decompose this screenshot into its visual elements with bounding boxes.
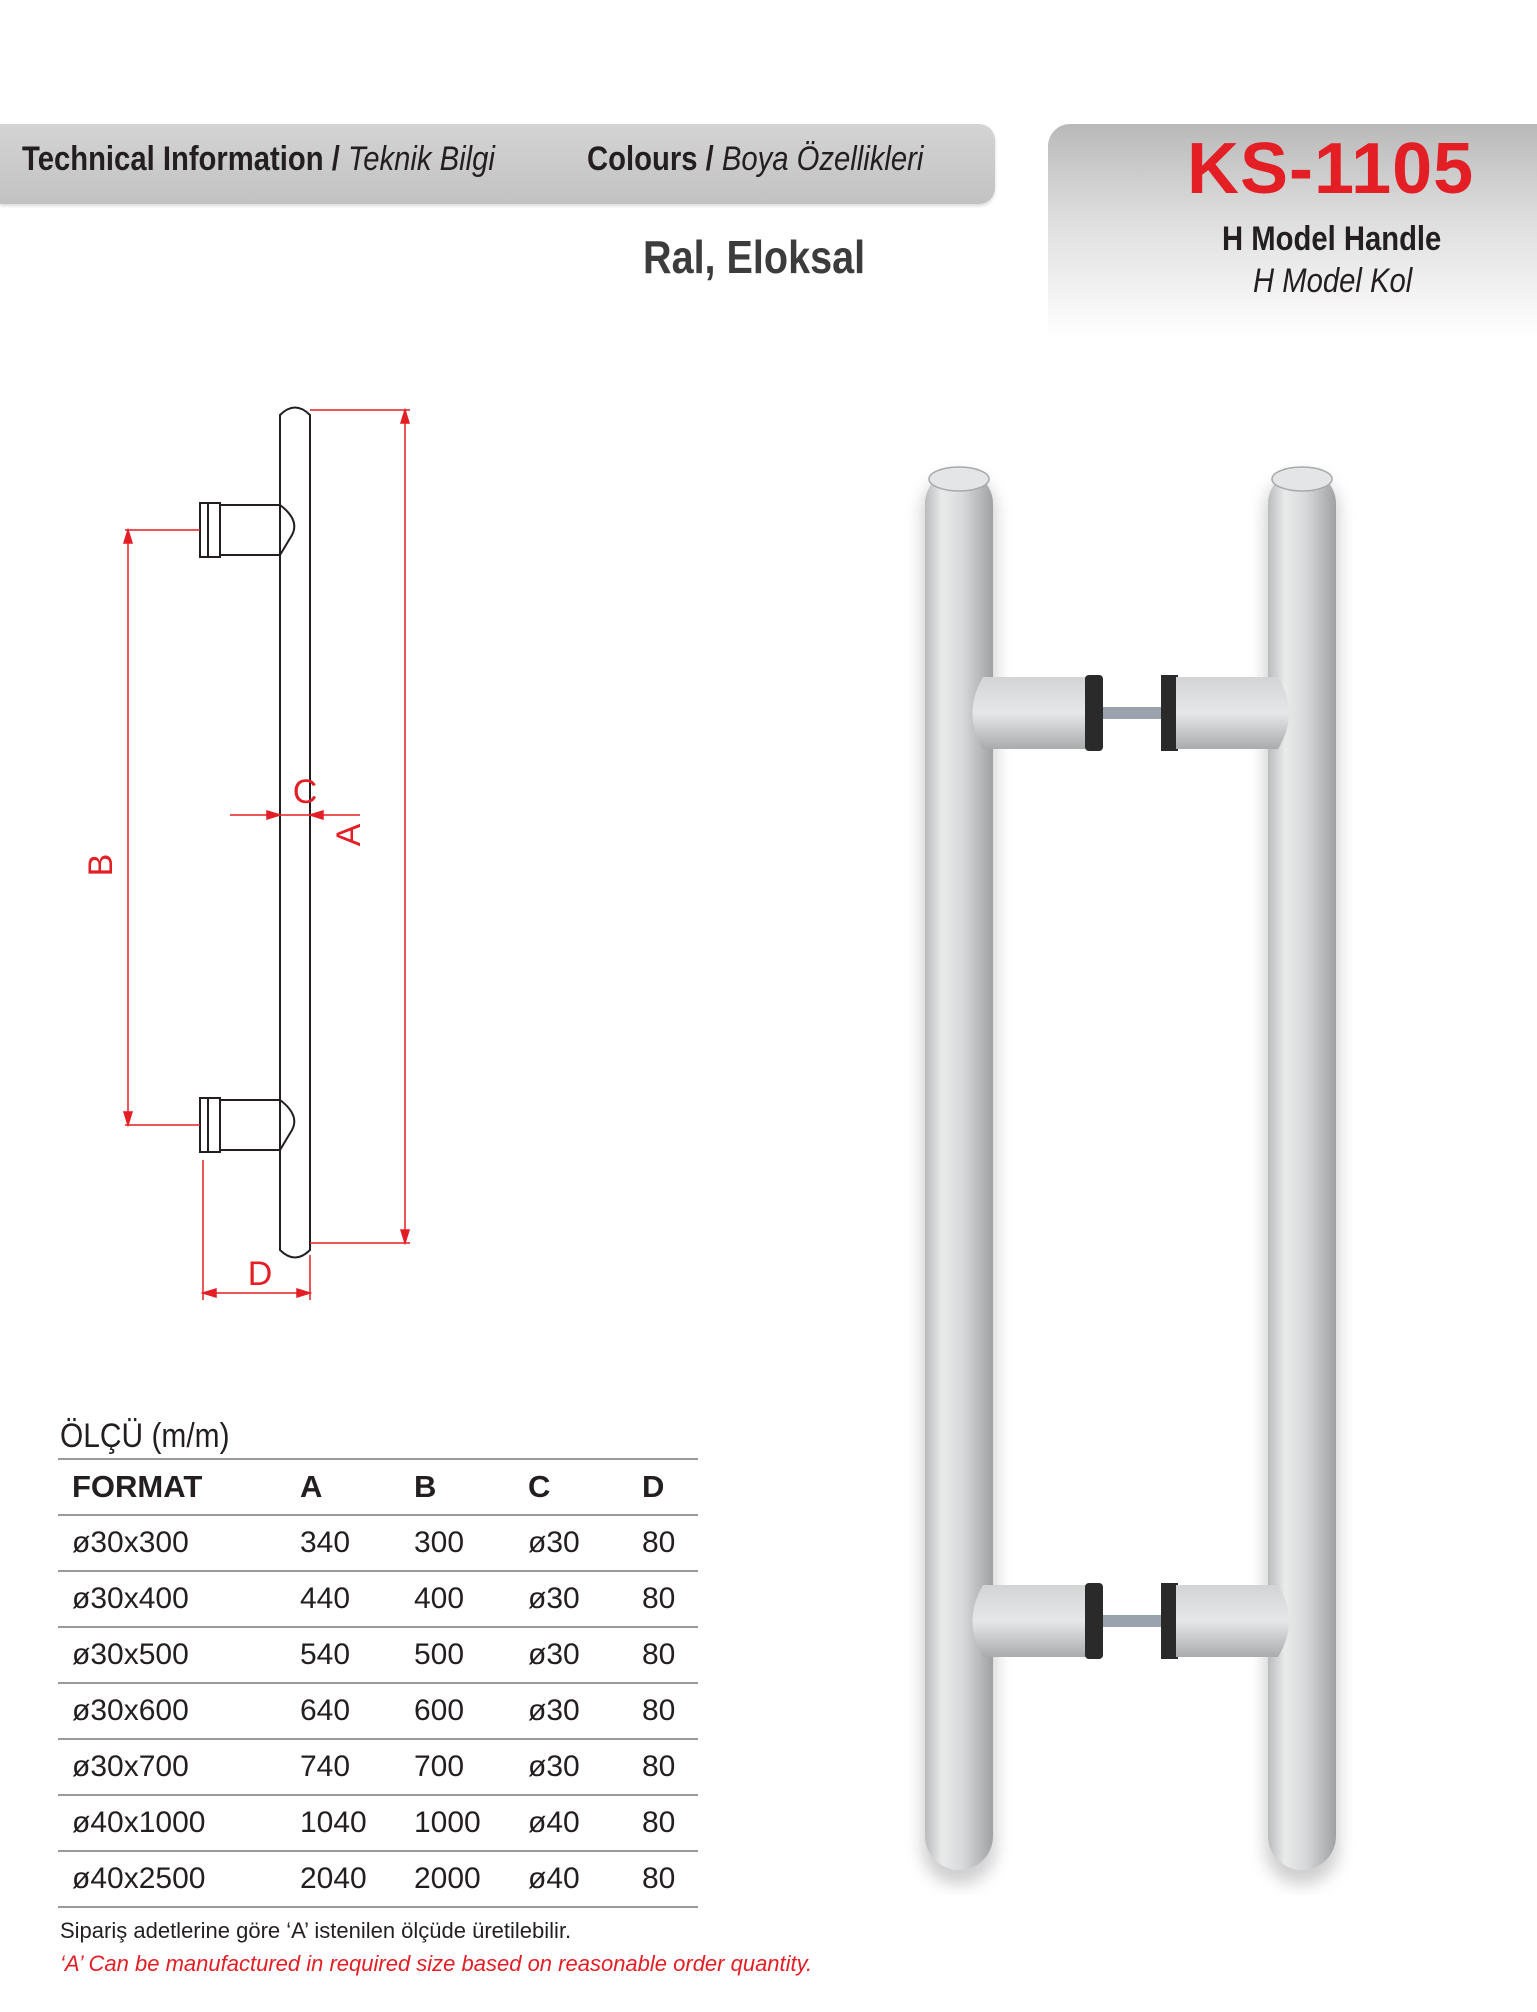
table-cell: 500 (400, 1627, 514, 1683)
table-cell: ø30x400 (58, 1571, 286, 1627)
table-cell: ø30x600 (58, 1683, 286, 1739)
table-cell: 600 (400, 1683, 514, 1739)
drawing-standoff-top (220, 505, 294, 555)
top-connector (973, 675, 1290, 751)
table-cell: 80 (628, 1739, 698, 1795)
table-header-row (58, 1459, 698, 1515)
table-cell: ø30x700 (58, 1739, 286, 1795)
table-cell: 2040 (286, 1851, 400, 1907)
table-cell: 1040 (286, 1795, 400, 1851)
table-cell: 700 (400, 1739, 514, 1795)
dimensions-table (58, 1458, 698, 1908)
table-cell: ø30x300 (58, 1515, 286, 1571)
column-header: FORMAT (58, 1459, 286, 1515)
product-name-tr: H Model Kol (1253, 262, 1413, 300)
table-cell: 80 (628, 1795, 698, 1851)
dimension-a-label: A (330, 823, 368, 847)
table-cell: 440 (286, 1571, 400, 1627)
table-cell: 80 (628, 1683, 698, 1739)
note-turkish: Sipariş adetlerine göre ‘A’ istenilen ölçüde üretilebilir. (60, 1918, 572, 1943)
table-cell: ø30 (514, 1571, 628, 1627)
dimensions-title: ÖLÇÜ (m/m) (60, 1417, 230, 1455)
table-cell: ø40x1000 (58, 1795, 286, 1851)
table-cell: 540 (286, 1627, 400, 1683)
table-cell: 340 (286, 1515, 400, 1571)
table-cell: ø40 (514, 1851, 628, 1907)
bottom-connector (973, 1583, 1290, 1659)
table-cell: ø30x500 (58, 1627, 286, 1683)
product-name-en: H Model Handle (1222, 220, 1442, 258)
technical-drawing (60, 395, 460, 1345)
table-cell: 80 (628, 1627, 698, 1683)
colours-heading: Colours / Boya Özellikleri (587, 140, 924, 178)
drawing-standoff-bottom (220, 1100, 294, 1150)
colours-value: Ral, Eloksal (643, 231, 866, 283)
product-code: KS-1105 (1187, 129, 1475, 209)
table-row (58, 1683, 698, 1739)
table-row (58, 1739, 698, 1795)
table-row (58, 1795, 698, 1851)
table-cell: 80 (628, 1851, 698, 1907)
table-row (58, 1851, 698, 1907)
dimension-b-label: B (82, 853, 120, 877)
table-cell: ø40 (514, 1795, 628, 1851)
table-cell: 1000 (400, 1795, 514, 1851)
note-english: ‘A’ Can be manufactured in required size based on reasonable order quantity. (60, 1951, 813, 1976)
table-cell: 640 (286, 1683, 400, 1739)
drawing-bar (280, 408, 310, 1258)
table-row (58, 1627, 698, 1683)
table-cell: 2000 (400, 1851, 514, 1907)
table-cell: 80 (628, 1515, 698, 1571)
dimension-c-label: C (292, 773, 318, 811)
column-header: A (286, 1459, 400, 1515)
table-cell: 740 (286, 1739, 400, 1795)
table-cell: 300 (400, 1515, 514, 1571)
table-cell: 80 (628, 1571, 698, 1627)
handle-product-image (880, 455, 1360, 1895)
table-cell: ø30 (514, 1627, 628, 1683)
table-cell: ø40x2500 (58, 1851, 286, 1907)
table-cell: ø30 (514, 1515, 628, 1571)
table-cell: ø30 (514, 1739, 628, 1795)
column-header: D (628, 1459, 698, 1515)
column-header: B (400, 1459, 514, 1515)
table-cell: 400 (400, 1571, 514, 1627)
column-header: C (514, 1459, 628, 1515)
table-cell: ø30 (514, 1683, 628, 1739)
table-row (58, 1515, 698, 1571)
table-row (58, 1571, 698, 1627)
dimension-d-label: D (247, 1255, 273, 1293)
technical-information-heading: Technical Information / Teknik Bilgi (22, 140, 495, 178)
